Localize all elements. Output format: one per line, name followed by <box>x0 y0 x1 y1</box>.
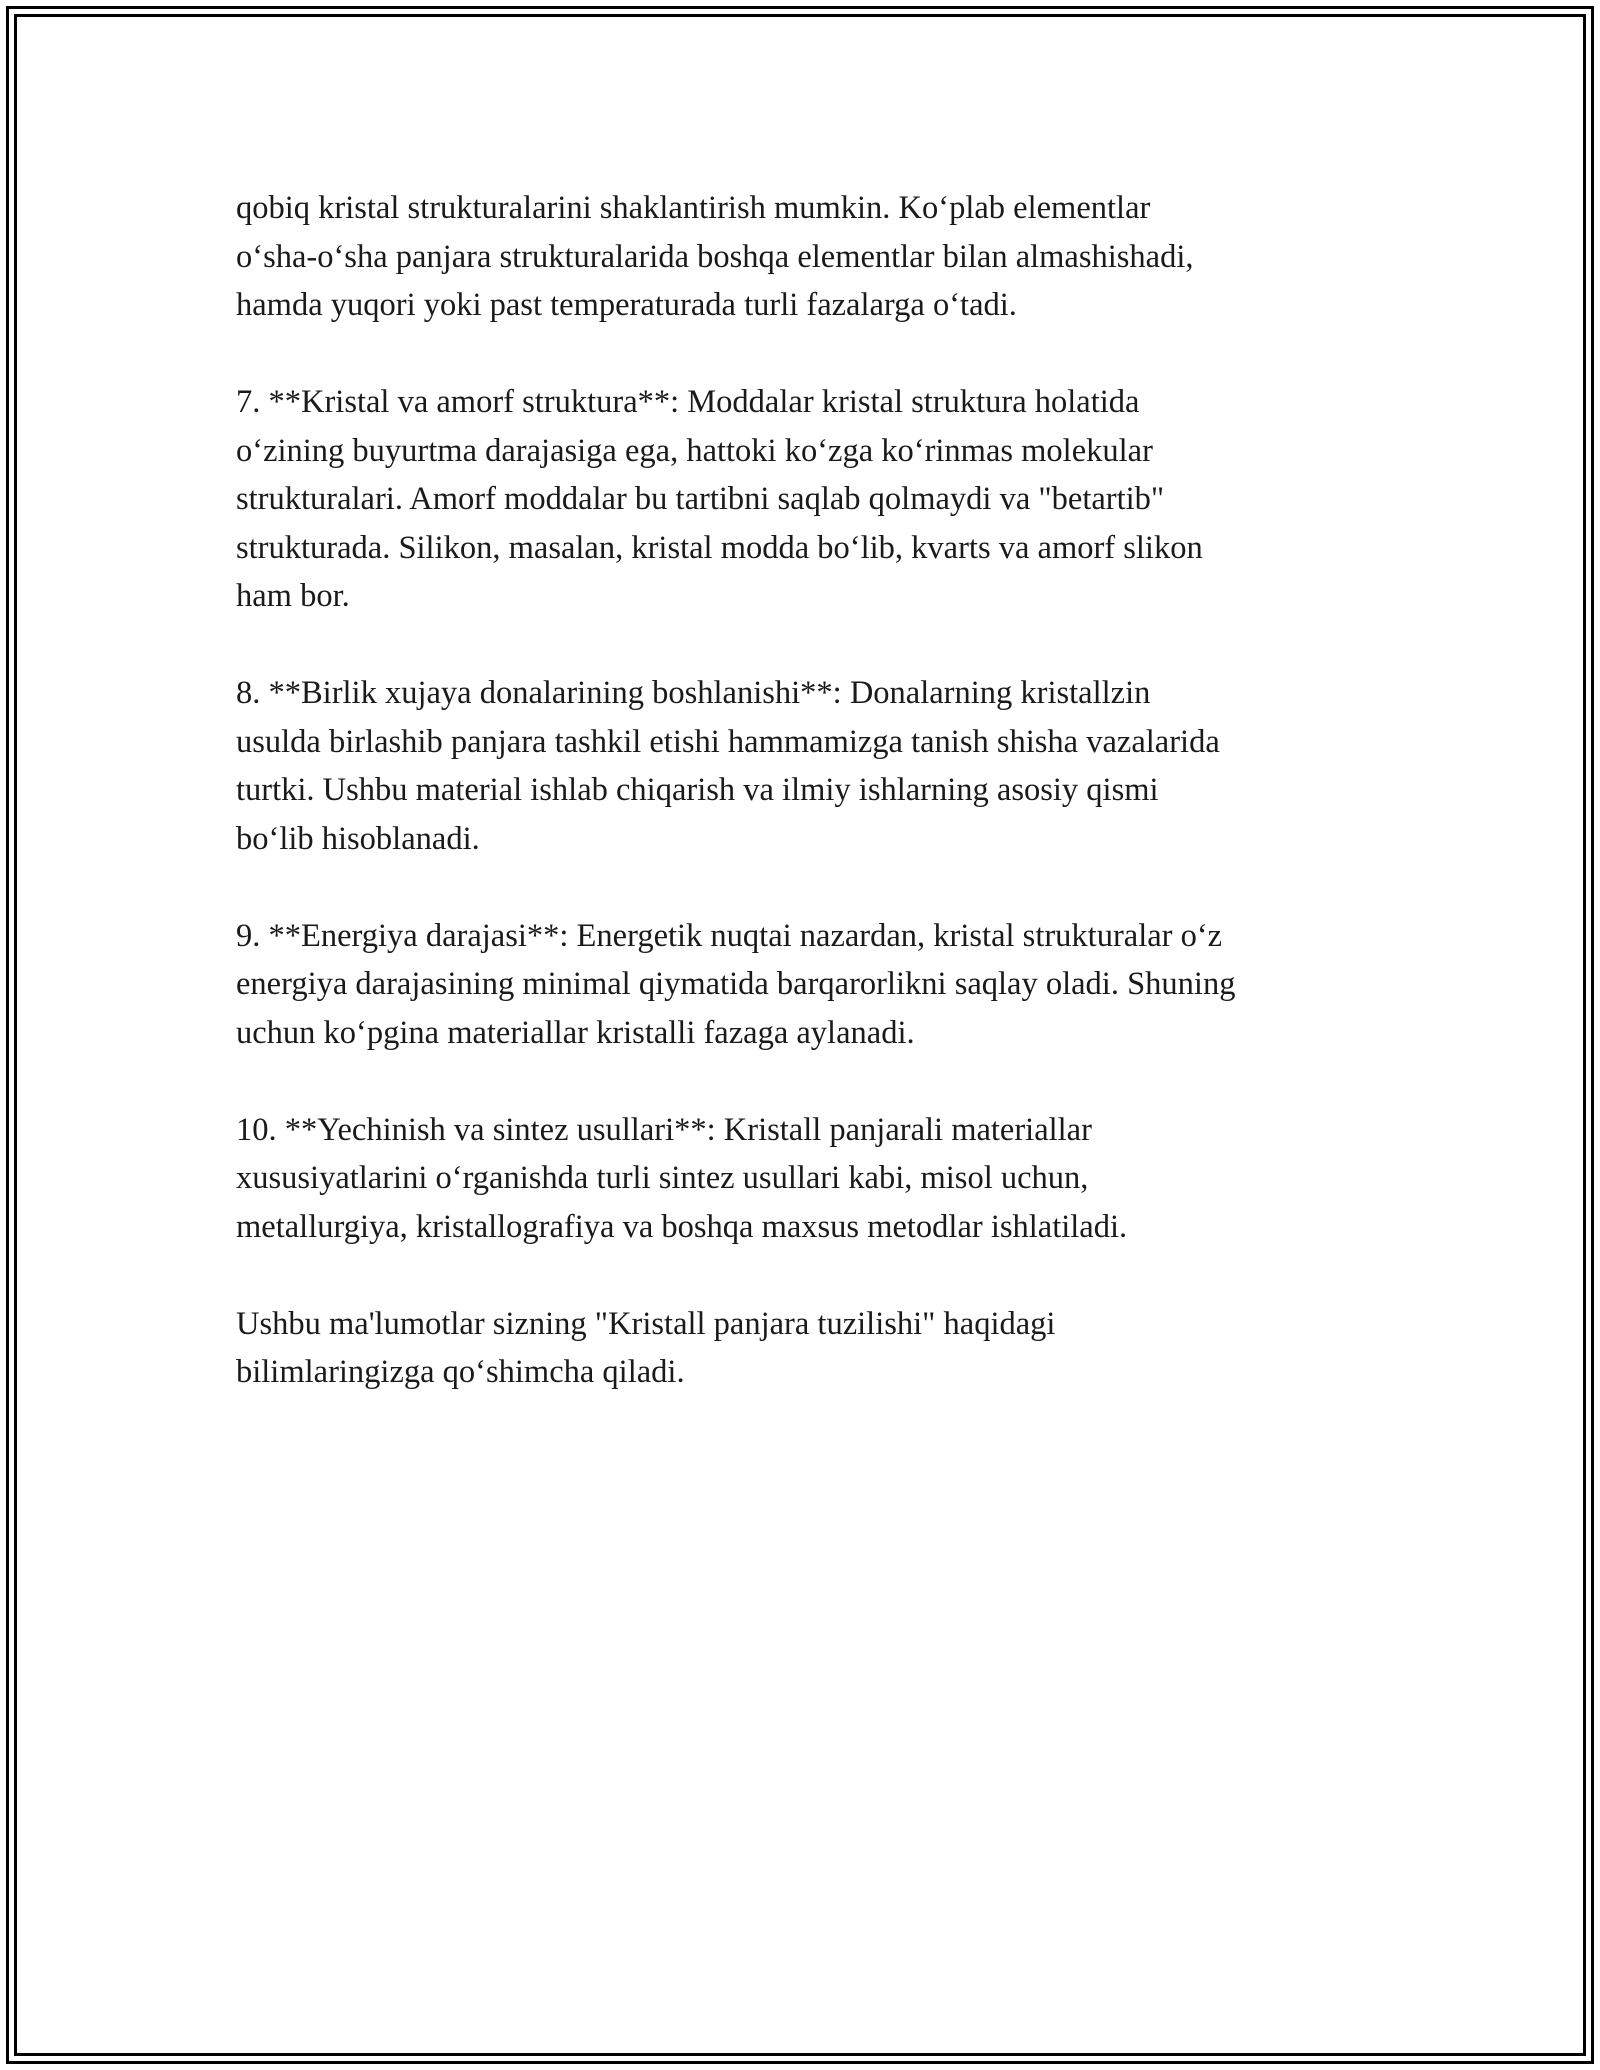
text-line: 8. **Birlik xujaya donalarining boshlanishi**: Donalarning kristallzin <box>236 675 1151 711</box>
text-line: energiya darajasining minimal qiymatida barqarorlikni saqlay oladi. Shuning <box>236 966 1236 1002</box>
text-line: uchun ko‘pgina materiallar kristalli fazaga aylanadi. <box>236 1014 915 1051</box>
text-line: 7. **Kristal va amorf struktura**: Moddalar kristal struktura holatida <box>236 384 1140 420</box>
text-line: turtki. Ushbu material ishlab chiqarish va ilmiy ishlarning asosiy qismi <box>236 772 1159 808</box>
text-line: bilimlaringizga qo‘shimcha qiladi. <box>236 1354 685 1390</box>
paragraph-continuation <box>236 184 1386 330</box>
text-line: o‘sha-o‘sha panjara strukturalarida boshqa elementlar bilan almashishadi, <box>236 238 1194 275</box>
text-line: o‘zining buyurtma darajasiga ega, hattoki ko‘zga ko‘rinmas molekular <box>236 432 1153 469</box>
paragraph-item-8 <box>236 669 1386 863</box>
paragraph-item-7 <box>236 378 1386 621</box>
text-line: strukturalari. Amorf moddalar bu tartibni saqlab qolmaydi va "betartib" <box>236 481 1165 517</box>
text-line: bo‘lib hisoblanadi. <box>236 820 480 857</box>
text-line: qobiq kristal strukturalarini shaklantirish mumkin. Ko‘plab elementlar <box>236 190 1151 226</box>
paragraph-closing <box>236 1300 1386 1397</box>
text-line: metallurgiya, kristallografiya va boshqa maxsus metodlar ishlatiladi. <box>236 1208 1128 1245</box>
paragraph-item-9 <box>236 912 1386 1058</box>
document-body <box>236 184 1386 1445</box>
text-line: xususiyatlarini o‘rganishda turli sintez usullari kabi, misol uchun, <box>236 1160 1089 1196</box>
paragraph-item-10 <box>236 1106 1386 1252</box>
text-line: hamda yuqori yoki past temperaturada turli fazalarga o‘tadi. <box>236 287 1017 323</box>
text-line: strukturada. Silikon, masalan, kristal modda bo‘lib, kvarts va amorf slikon <box>236 529 1203 566</box>
text-line: ham bor. <box>236 578 350 614</box>
text-line: Ushbu ma'lumotlar sizning "Kristall panjara tuzilishi" haqidagi <box>236 1305 1056 1342</box>
text-line: 9. **Energiya darajasi**: Energetik nuqtai nazardan, kristal strukturalar o‘z <box>236 917 1223 954</box>
text-line: usulda birlashib panjara tashkil etishi hammamizga tanish shisha vazalarida <box>236 723 1220 760</box>
text-line: 10. **Yechinish va sintez usullari**: Kristall panjarali materiallar <box>236 1111 1092 1148</box>
